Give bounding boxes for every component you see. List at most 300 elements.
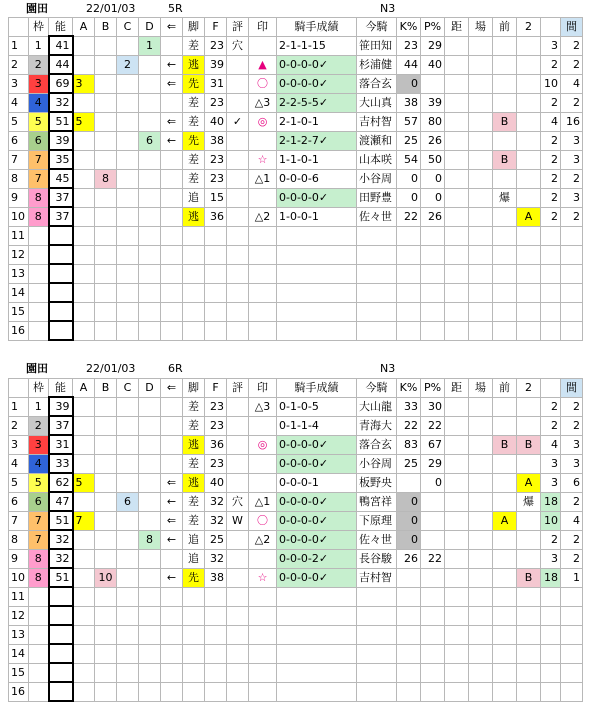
d-cell [139, 435, 161, 454]
mark-cell: 〇 [249, 511, 277, 530]
p-pct-cell: 26 [421, 207, 445, 226]
mark-cell: △3 [249, 397, 277, 416]
jockey-name-cell [357, 264, 397, 283]
mark-cell [249, 283, 277, 302]
mark-cell [249, 188, 277, 207]
c-cell: 2 [117, 55, 139, 74]
table-row[interactable] [9, 150, 583, 169]
two-cell [517, 36, 541, 55]
style-cell [183, 245, 205, 264]
mark-cell: ◎ [249, 112, 277, 131]
waku-cell: 1 [29, 36, 49, 55]
column-header: 2 [517, 379, 541, 398]
jockey-record-cell: 1-0-0-1 [277, 207, 357, 226]
x-cell: 2 [541, 416, 561, 435]
empty-row [9, 587, 583, 606]
ability-cell: 39 [49, 397, 73, 416]
c-cell [117, 302, 139, 321]
row-number: 10 [9, 568, 29, 587]
rating-cell [227, 644, 249, 663]
row-number: 4 [9, 454, 29, 473]
rating-cell [227, 682, 249, 701]
prev-cell: B [493, 112, 517, 131]
jockey-record-cell: 1-1-0-1 [277, 150, 357, 169]
row-number: 16 [9, 321, 29, 340]
b-cell [95, 131, 117, 150]
two-cell [517, 511, 541, 530]
ability-cell: 39 [49, 131, 73, 150]
class-label: N3 [380, 362, 396, 375]
jockey-name-cell: 吉村智 [357, 568, 397, 587]
table-row[interactable] [9, 473, 583, 492]
x-cell: 18 [541, 492, 561, 511]
c-cell [117, 663, 139, 682]
f-cell: 23 [205, 416, 227, 435]
jockey-record-cell [277, 302, 357, 321]
b-cell [95, 397, 117, 416]
c-cell [117, 131, 139, 150]
table-row[interactable] [9, 492, 583, 511]
interval-cell [561, 606, 583, 625]
style-cell: 差 [183, 416, 205, 435]
ability-cell: 32 [49, 549, 73, 568]
waku-cell [29, 283, 49, 302]
p-pct-cell [421, 283, 445, 302]
style-cell: 先 [183, 568, 205, 587]
x-cell: 2 [541, 93, 561, 112]
jockey-record-cell: 0-0-0-0✓ [277, 530, 357, 549]
jockey-name-cell: 長谷駿 [357, 549, 397, 568]
empty-row [9, 663, 583, 682]
x-cell: 2 [541, 207, 561, 226]
column-header: A [73, 379, 95, 398]
waku-cell [29, 682, 49, 701]
arrow-cell [161, 226, 183, 245]
f-cell: 38 [205, 568, 227, 587]
jockey-name-cell: 青海大 [357, 416, 397, 435]
c-cell [117, 644, 139, 663]
arrow-cell [161, 169, 183, 188]
p-pct-cell: 39 [421, 93, 445, 112]
column-header: P% [421, 379, 445, 398]
table-row[interactable] [9, 169, 583, 188]
interval-cell [561, 587, 583, 606]
a-cell [73, 644, 95, 663]
f-cell [205, 606, 227, 625]
prev-cell [493, 226, 517, 245]
table-row[interactable] [9, 530, 583, 549]
empty-row [9, 283, 583, 302]
column-header: 脚 [183, 18, 205, 37]
prev-cell [493, 302, 517, 321]
f-cell [205, 245, 227, 264]
prev-cell [493, 283, 517, 302]
interval-cell: 4 [561, 511, 583, 530]
interval-cell [561, 625, 583, 644]
a-cell [73, 131, 95, 150]
table-row[interactable] [9, 188, 583, 207]
k-pct-cell [397, 682, 421, 701]
d-cell [139, 511, 161, 530]
c-cell [117, 245, 139, 264]
b-cell [95, 245, 117, 264]
prev-cell [493, 606, 517, 625]
jockey-name-cell [357, 682, 397, 701]
jockey-name-cell [357, 663, 397, 682]
jockey-name-cell: 大山真 [357, 93, 397, 112]
prev-cell: B [493, 150, 517, 169]
p-pct-cell: 29 [421, 454, 445, 473]
two-cell [517, 625, 541, 644]
style-cell: 差 [183, 397, 205, 416]
waku-cell [29, 606, 49, 625]
prev-cell [493, 36, 517, 55]
interval-cell [561, 682, 583, 701]
jockey-name-cell [357, 644, 397, 663]
f-cell [205, 264, 227, 283]
k-pct-cell: 25 [397, 454, 421, 473]
jockey-name-cell: 佐々世 [357, 530, 397, 549]
jockey-record-cell: 0-0-0-2✓ [277, 549, 357, 568]
jockey-record-cell [277, 587, 357, 606]
style-cell: 差 [183, 112, 205, 131]
jockey-record-cell: 0-0-0-0✓ [277, 511, 357, 530]
course-cell [469, 682, 493, 701]
b-cell [95, 473, 117, 492]
x-cell: 2 [541, 397, 561, 416]
column-header: 距 [445, 379, 469, 398]
interval-cell: 3 [561, 188, 583, 207]
d-cell [139, 302, 161, 321]
empty-row [9, 682, 583, 701]
ability-cell: 51 [49, 511, 73, 530]
table-row[interactable] [9, 207, 583, 226]
rating-cell [227, 568, 249, 587]
mark-cell: △1 [249, 169, 277, 188]
row-number: 15 [9, 302, 29, 321]
ability-cell [49, 625, 73, 644]
b-cell [95, 112, 117, 131]
row-number: 2 [9, 55, 29, 74]
rating-cell [227, 416, 249, 435]
x-cell: 10 [541, 511, 561, 530]
interval-cell [561, 264, 583, 283]
k-pct-cell: 0 [397, 74, 421, 93]
table-row[interactable] [9, 416, 583, 435]
course-cell [469, 226, 493, 245]
distance-cell [445, 131, 469, 150]
jockey-name-cell: 杉浦健 [357, 55, 397, 74]
waku-cell: 1 [29, 397, 49, 416]
f-cell: 39 [205, 55, 227, 74]
table-row[interactable] [9, 454, 583, 473]
interval-cell: 3 [561, 435, 583, 454]
two-cell [517, 530, 541, 549]
prev-cell: 爆 [493, 188, 517, 207]
distance-cell [445, 226, 469, 245]
column-header: 騎手成績 [277, 379, 357, 398]
table-row[interactable] [9, 112, 583, 131]
k-pct-cell [397, 245, 421, 264]
f-cell [205, 625, 227, 644]
x-cell [541, 226, 561, 245]
ability-cell [49, 587, 73, 606]
row-number: 13 [9, 264, 29, 283]
x-cell: 2 [541, 150, 561, 169]
c-cell [117, 568, 139, 587]
ability-cell: 51 [49, 112, 73, 131]
distance-cell [445, 663, 469, 682]
interval-cell: 16 [561, 112, 583, 131]
a-cell [73, 492, 95, 511]
c-cell [117, 511, 139, 530]
jockey-record-cell: 0-0-0-6 [277, 169, 357, 188]
x-cell: 4 [541, 435, 561, 454]
column-header: ⇐ [161, 379, 183, 398]
a-cell [73, 245, 95, 264]
ability-cell [49, 606, 73, 625]
prev-cell [493, 93, 517, 112]
table-row[interactable] [9, 397, 583, 416]
jockey-record-cell: 0-0-0-0✓ [277, 55, 357, 74]
arrow-cell: ← [161, 492, 183, 511]
f-cell: 40 [205, 112, 227, 131]
d-cell [139, 283, 161, 302]
column-header: 間 [561, 379, 583, 398]
d-cell [139, 169, 161, 188]
a-cell [73, 264, 95, 283]
d-cell [139, 492, 161, 511]
distance-cell [445, 625, 469, 644]
f-cell: 23 [205, 36, 227, 55]
table-row[interactable] [9, 435, 583, 454]
interval-cell [561, 245, 583, 264]
a-cell [73, 454, 95, 473]
f-cell: 32 [205, 492, 227, 511]
d-cell [139, 587, 161, 606]
arrow-cell [161, 264, 183, 283]
c-cell [117, 74, 139, 93]
table-row[interactable] [9, 74, 583, 93]
style-cell: 逃 [183, 207, 205, 226]
ability-cell: 69 [49, 74, 73, 93]
prev-cell [493, 473, 517, 492]
table-row[interactable] [9, 36, 583, 55]
arrow-cell [161, 397, 183, 416]
course-cell [469, 492, 493, 511]
column-header: 前 [493, 18, 517, 37]
course-cell [469, 568, 493, 587]
p-pct-cell: 0 [421, 188, 445, 207]
c-cell [117, 207, 139, 226]
two-cell [517, 321, 541, 340]
mark-cell [249, 473, 277, 492]
table-row[interactable] [9, 549, 583, 568]
d-cell [139, 663, 161, 682]
x-cell [541, 245, 561, 264]
style-cell [183, 663, 205, 682]
f-cell: 32 [205, 549, 227, 568]
x-cell: 2 [541, 188, 561, 207]
jockey-name-cell: 板野央 [357, 473, 397, 492]
d-cell [139, 321, 161, 340]
jockey-name-cell [357, 226, 397, 245]
d-cell [139, 473, 161, 492]
distance-cell [445, 169, 469, 188]
mark-cell [249, 302, 277, 321]
column-header: ⇐ [161, 18, 183, 37]
column-header: 場 [469, 379, 493, 398]
distance-cell [445, 302, 469, 321]
d-cell [139, 112, 161, 131]
jockey-name-cell [357, 625, 397, 644]
table-row[interactable] [9, 511, 583, 530]
jockey-record-cell [277, 663, 357, 682]
p-pct-cell [421, 245, 445, 264]
mark-cell: △2 [249, 207, 277, 226]
course-cell [469, 188, 493, 207]
p-pct-cell: 40 [421, 55, 445, 74]
k-pct-cell: 0 [397, 492, 421, 511]
interval-cell: 3 [561, 150, 583, 169]
interval-cell: 2 [561, 549, 583, 568]
f-cell: 36 [205, 207, 227, 226]
jockey-record-cell: 0-0-0-0✓ [277, 454, 357, 473]
b-cell [95, 492, 117, 511]
ability-cell [49, 682, 73, 701]
prev-cell [493, 663, 517, 682]
b-cell [95, 207, 117, 226]
prev-cell [493, 454, 517, 473]
d-cell [139, 226, 161, 245]
date-label: 22/01/03 [86, 362, 136, 375]
b-cell [95, 321, 117, 340]
prev-cell: B [493, 435, 517, 454]
mark-cell: △2 [249, 530, 277, 549]
row-number: 8 [9, 169, 29, 188]
rating-cell [227, 606, 249, 625]
f-cell [205, 644, 227, 663]
distance-cell [445, 207, 469, 226]
prev-cell [493, 568, 517, 587]
prev-cell [493, 397, 517, 416]
waku-cell [29, 625, 49, 644]
x-cell: 4 [541, 112, 561, 131]
course-cell [469, 416, 493, 435]
course-cell [469, 112, 493, 131]
course-cell [469, 36, 493, 55]
x-cell [541, 321, 561, 340]
a-cell [73, 625, 95, 644]
p-pct-cell: 22 [421, 549, 445, 568]
f-cell: 23 [205, 454, 227, 473]
column-header: 騎手成績 [277, 18, 357, 37]
jockey-name-cell [357, 587, 397, 606]
ability-cell: 37 [49, 416, 73, 435]
style-cell [183, 682, 205, 701]
a-cell [73, 682, 95, 701]
c-cell [117, 93, 139, 112]
ability-cell: 47 [49, 492, 73, 511]
race-number-label: 5R [168, 2, 183, 15]
c-cell [117, 397, 139, 416]
waku-cell: 7 [29, 511, 49, 530]
style-cell: 先 [183, 74, 205, 93]
k-pct-cell [397, 568, 421, 587]
table-row[interactable] [9, 131, 583, 150]
waku-cell [29, 226, 49, 245]
a-cell [73, 397, 95, 416]
course-cell [469, 283, 493, 302]
row-number: 1 [9, 397, 29, 416]
p-pct-cell: 67 [421, 435, 445, 454]
table-row[interactable] [9, 93, 583, 112]
rating-cell: W [227, 511, 249, 530]
k-pct-cell: 83 [397, 435, 421, 454]
waku-cell: 4 [29, 93, 49, 112]
waku-cell: 5 [29, 473, 49, 492]
jockey-record-cell [277, 245, 357, 264]
mark-cell [249, 321, 277, 340]
c-cell [117, 435, 139, 454]
table-row[interactable] [9, 568, 583, 587]
rating-cell [227, 55, 249, 74]
column-header: 場 [469, 18, 493, 37]
c-cell [117, 169, 139, 188]
a-cell [73, 169, 95, 188]
b-cell [95, 663, 117, 682]
f-cell [205, 321, 227, 340]
mark-cell [249, 226, 277, 245]
row-number: 2 [9, 416, 29, 435]
prev-cell [493, 131, 517, 150]
waku-cell: 8 [29, 188, 49, 207]
x-cell: 2 [541, 169, 561, 188]
distance-cell [445, 150, 469, 169]
d-cell [139, 625, 161, 644]
style-cell: 逃 [183, 435, 205, 454]
column-header: F [205, 379, 227, 398]
jockey-record-cell [277, 625, 357, 644]
jockey-name-cell: 田野豊 [357, 188, 397, 207]
row-number: 12 [9, 245, 29, 264]
c-cell [117, 530, 139, 549]
interval-cell: 3 [561, 131, 583, 150]
interval-cell: 2 [561, 55, 583, 74]
date-label: 22/01/03 [86, 2, 136, 15]
two-cell [517, 74, 541, 93]
waku-cell [29, 663, 49, 682]
row-number: 1 [9, 36, 29, 55]
b-cell [95, 36, 117, 55]
b-cell: 10 [95, 568, 117, 587]
column-header: D [139, 379, 161, 398]
d-cell [139, 397, 161, 416]
k-pct-cell [397, 625, 421, 644]
ability-cell: 32 [49, 530, 73, 549]
column-header: D [139, 18, 161, 37]
table-row[interactable] [9, 55, 583, 74]
style-cell: 先 [183, 131, 205, 150]
p-pct-cell [421, 492, 445, 511]
jockey-name-cell: 落合玄 [357, 435, 397, 454]
column-header: 今騎 [357, 379, 397, 398]
waku-cell [29, 302, 49, 321]
row-number: 5 [9, 112, 29, 131]
mark-cell [249, 549, 277, 568]
arrow-cell [161, 454, 183, 473]
style-cell: 差 [183, 492, 205, 511]
